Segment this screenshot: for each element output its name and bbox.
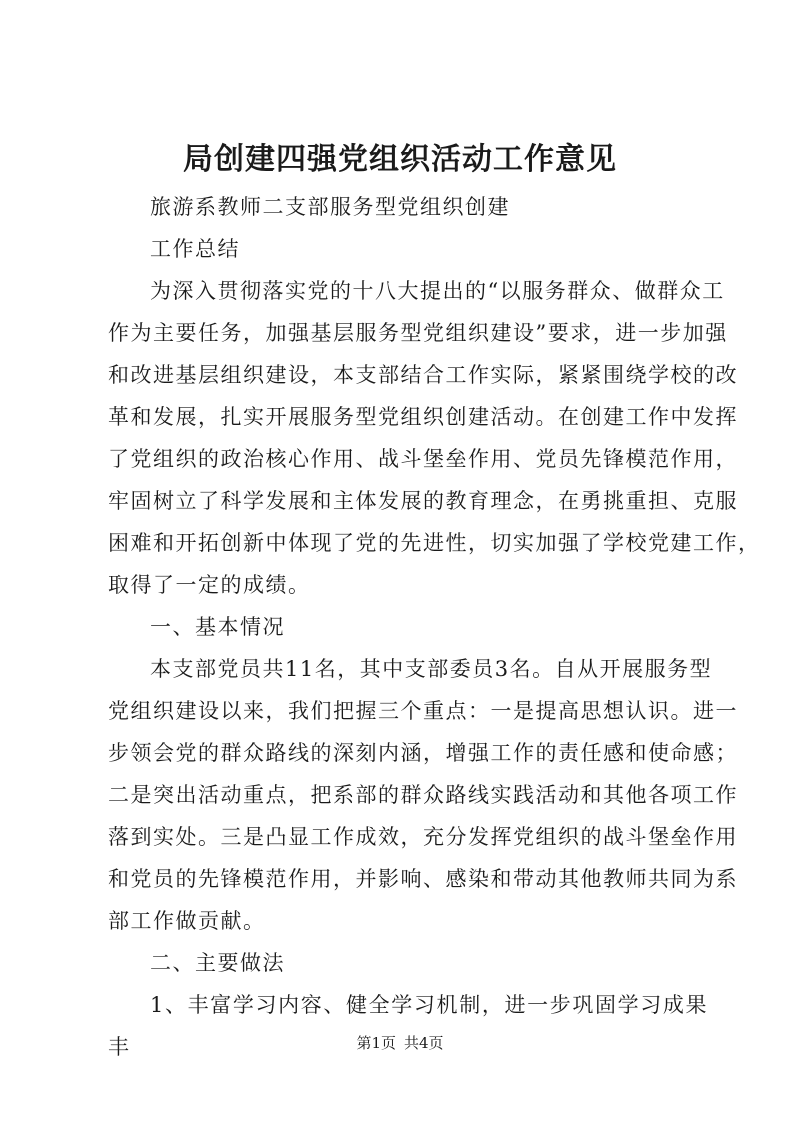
intro-line: 取得了一定的成绩。 xyxy=(108,573,311,597)
section-1-line: 和党员的先锋模范作用，并影响、感染和带动其他教师共同为系 xyxy=(108,867,738,891)
section-1-line: 二是突出活动重点，把系部的群众路线实践活动和其他各项工作 xyxy=(108,783,738,807)
intro-line: 作为主要任务，加强基层服务型党组织建设”要求，进一步加强 xyxy=(108,321,728,345)
section-1-heading: 一、基本情况 xyxy=(150,615,285,639)
intro-line: 了党组织的政治核心作用、战斗堡垒作用、党员先锋模范作用， xyxy=(108,447,738,471)
section-2-item-1: 1、丰富学习内容、健全学习机制，进一步巩固学习成果丰 xyxy=(108,993,708,1059)
page-footer xyxy=(0,1033,800,1053)
page-number: 第1页 xyxy=(356,1034,396,1052)
section-1-line: 党组织建设以来，我们把握三个重点：一是提高思想认识。进一 xyxy=(108,699,738,723)
section-1-line: 落到实处。三是凸显工作成效，充分发挥党组织的战斗堡垒作用 xyxy=(108,825,738,849)
section-1-paragraph xyxy=(108,648,738,942)
document-title: 局创建四强党组织活动工作意见 xyxy=(183,142,617,177)
intro-line: 为深入贯彻落实党的十八大提出的“以服务群众、做群众工 xyxy=(150,279,725,303)
subtitle-line-1: 旅游系教师二支部服务型党组织创建 xyxy=(150,195,510,219)
document-body xyxy=(108,186,761,1068)
intro-paragraph xyxy=(108,270,761,606)
intro-line: 困难和开拓创新中体现了党的先进性，切实加强了学校党建工作， xyxy=(108,531,761,555)
section-1-line: 步领会党的群众路线的深刻内涵，增强工作的责任感和使命感； xyxy=(108,741,738,765)
section-2-heading: 二、主要做法 xyxy=(150,951,285,975)
section-1-line: 部工作做贡献。 xyxy=(108,909,266,933)
subtitle-line-2: 工作总结 xyxy=(150,237,240,261)
intro-line: 和改进基层组织建设，本支部结合工作实际，紧紧围绕学校的改 xyxy=(108,363,738,387)
intro-line: 革和发展，扎实开展服务型党组织创建活动。在创建工作中发挥 xyxy=(108,405,738,429)
intro-line: 牢固树立了科学发展和主体发展的教育理念，在勇挑重担、克服 xyxy=(108,489,738,513)
section-1-line: 本支部党员共11名，其中支部委员3名。自从开展服务型 xyxy=(150,657,713,681)
page-total: 共4页 xyxy=(404,1034,444,1052)
